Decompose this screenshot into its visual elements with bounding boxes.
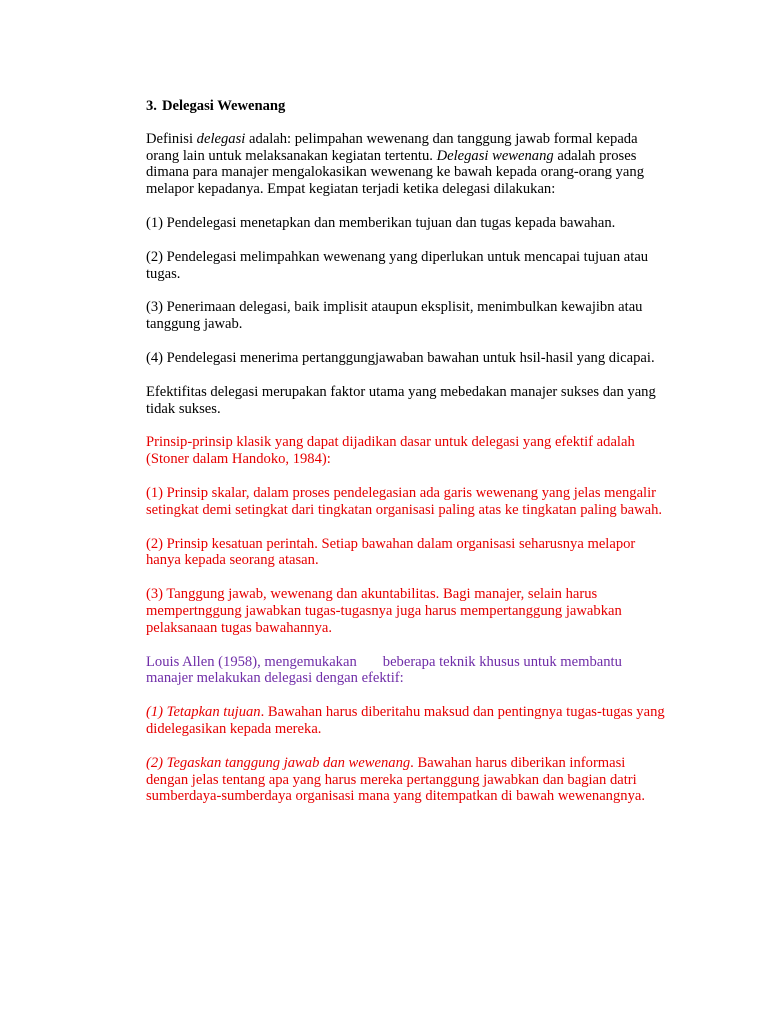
effectiveness-paragraph: Efektifitas delegasi merupakan faktor utama yang mebedakan manajer sukses dan yang tidak sukses. [146,383,656,417]
technique-title-1: (1) Tetapkan tujuan [146,704,261,721]
section-title: Delegasi Wewenang [161,98,286,114]
definition-paragraph [146,131,666,198]
technique-text-2: . Bawahan harus diberikan informasi dengan jelas tentang apa yang harus mereka pertanggung jawabkan dan bagian datri sumberdaya-sumberdaya organisasi mana yang ditempatkan di bawah wewenangnya. [146,754,645,805]
section-number: 3. [146,98,157,114]
technique-title-2: (2) Tegaskan tanggung jawab dan wewenang [146,754,411,771]
definition-body: adalah: pelimpahan wewenang dan tanggung jawab formal kepada orang lain untuk melaksanakan kegiatan tertentu. [146,130,638,164]
activity-item-1: (1) Pendelegasi menetapkan dan memberikan tujuan dan tugas kepada bawahan. [146,214,616,231]
document-page [146,98,666,822]
definition-lead: Definisi [146,130,197,147]
definition-term-2: Delegasi wewenang [436,147,554,164]
technique-text-1: . Bawahan harus diberitahu maksud dan pentingnya tugas-tugas yang didelegasikan kepada mereka. [146,704,665,737]
allen-part-1: Louis Allen (1958), mengemukakan [146,653,357,670]
principles-intro: Prinsip-prinsip klasik yang dapat dijadikan dasar untuk delegasi yang efektif adalah (Stoner dalam Handoko, 1984): [146,434,635,468]
principle-item-2: (2) Prinsip kesatuan perintah. Setiap bawahan dalam organisasi seharusnya melapor hanya kepada seorang atasan. [146,535,636,569]
section-heading [146,98,666,115]
definition-body-2: adalah proses dimana para manajer mengalokasikan wewenang ke bawah kepada orang-orang yang melapor kepadanya. Empat kegiatan terjadi ketika delegasi dilakukan: [146,147,644,198]
definition-term: delegasi [196,130,246,147]
allen-part-2: beberapa teknik khusus untuk membantu manajer melakukan delegasi dengan efektif: [146,653,622,687]
principle-item-3: (3) Tanggung jawab, wewenang dan akuntabilitas. Bagi manajer, selain harus mempertnggung jawabkan tugas-tugasnya juga harus mempertanggung jawabkan pelaksanaan tugas bawahannya. [146,586,622,636]
activity-item-3: (3) Penerimaan delegasi, baik implisit ataupun eksplisit, menimbulkan kewajibn atau tanggung jawab. [146,299,643,333]
technique-item-1 [146,704,666,738]
activity-item-4: (4) Pendelegasi menerima pertanggungjawaban bawahan untuk hsil-hasil yang dicapai. [146,349,655,366]
allen-paragraph [146,654,666,688]
activity-item-2: (2) Pendelegasi melimpahkan wewenang yang diperlukan untuk mencapai tujuan atau tugas. [146,248,649,282]
principle-item-1: (1) Prinsip skalar, dalam proses pendelegasian ada garis wewenang yang jelas mengalir setingkat demi setingkat dari tingkatan organisasi paling atas ke tingkatan paling bawah. [146,484,663,518]
technique-item-2 [146,755,666,805]
